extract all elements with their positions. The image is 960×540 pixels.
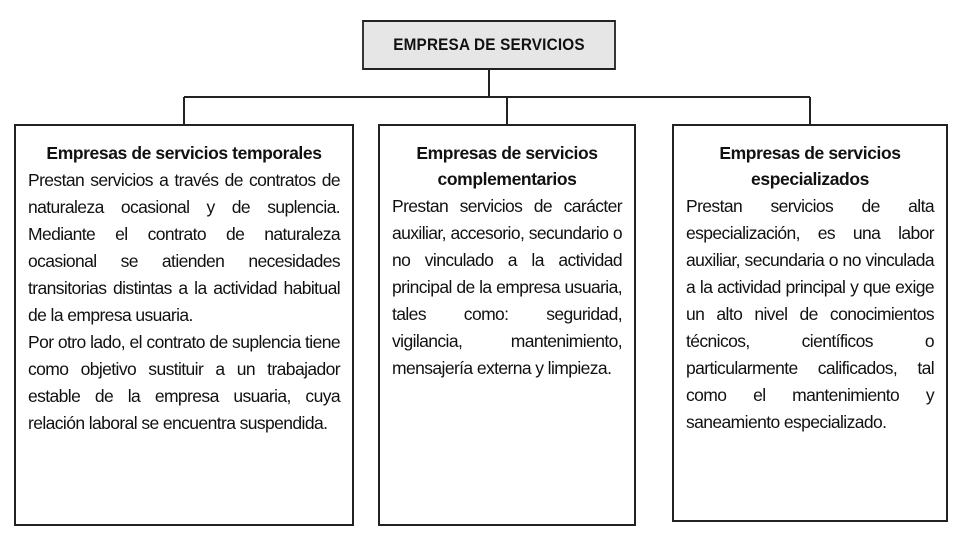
- node-especializados-title: Empresas de servicios especializados: [719, 143, 901, 189]
- node-temporales-body: [28, 167, 340, 437]
- node-especializados-paragraph-1: Prestan servicios de alta especialización, es una labor auxiliar, secundaria o no vinculada a la actividad principal y que exige un alto nivel de conocimientos técnicos, científicos o particularmente calificados, tal como el mantenimiento y saneamiento especializado.: [686, 196, 934, 432]
- node-especializados-body: [686, 193, 934, 436]
- node-complementarios-body: [392, 193, 622, 382]
- node-complementarios-title: Empresas de servicios complementarios: [416, 143, 598, 189]
- node-temporales-title: Empresas de servicios temporales: [46, 143, 322, 163]
- node-temporales-paragraph-2: Por otro lado, el contrato de suplencia tiene como objetivo sustituir a un trabajador estable de la empresa usuaria, cuya relación laboral se encuentra suspendida.: [28, 332, 340, 433]
- node-temporales-paragraph-1: Prestan servicios a través de contratos de naturaleza ocasional y de suplencia. Mediante el contrato de naturaleza ocasional se atienden necesidades transitorias distintas a la actividad habitual de la empresa usuaria.: [28, 170, 340, 325]
- root-node: [362, 20, 616, 70]
- node-complementarios: [378, 124, 636, 526]
- node-temporales: [14, 124, 354, 526]
- node-complementarios-paragraph-1: Prestan servicios de carácter auxiliar, accesorio, secundario o no vinculado a la actividad principal de la empresa usuaria, tales como: seguridad, vigilancia, mantenimiento, mensajería externa y limpieza.: [392, 196, 622, 378]
- node-especializados: [672, 124, 948, 522]
- root-node-label: EMPRESA DE SERVICIOS: [393, 35, 585, 54]
